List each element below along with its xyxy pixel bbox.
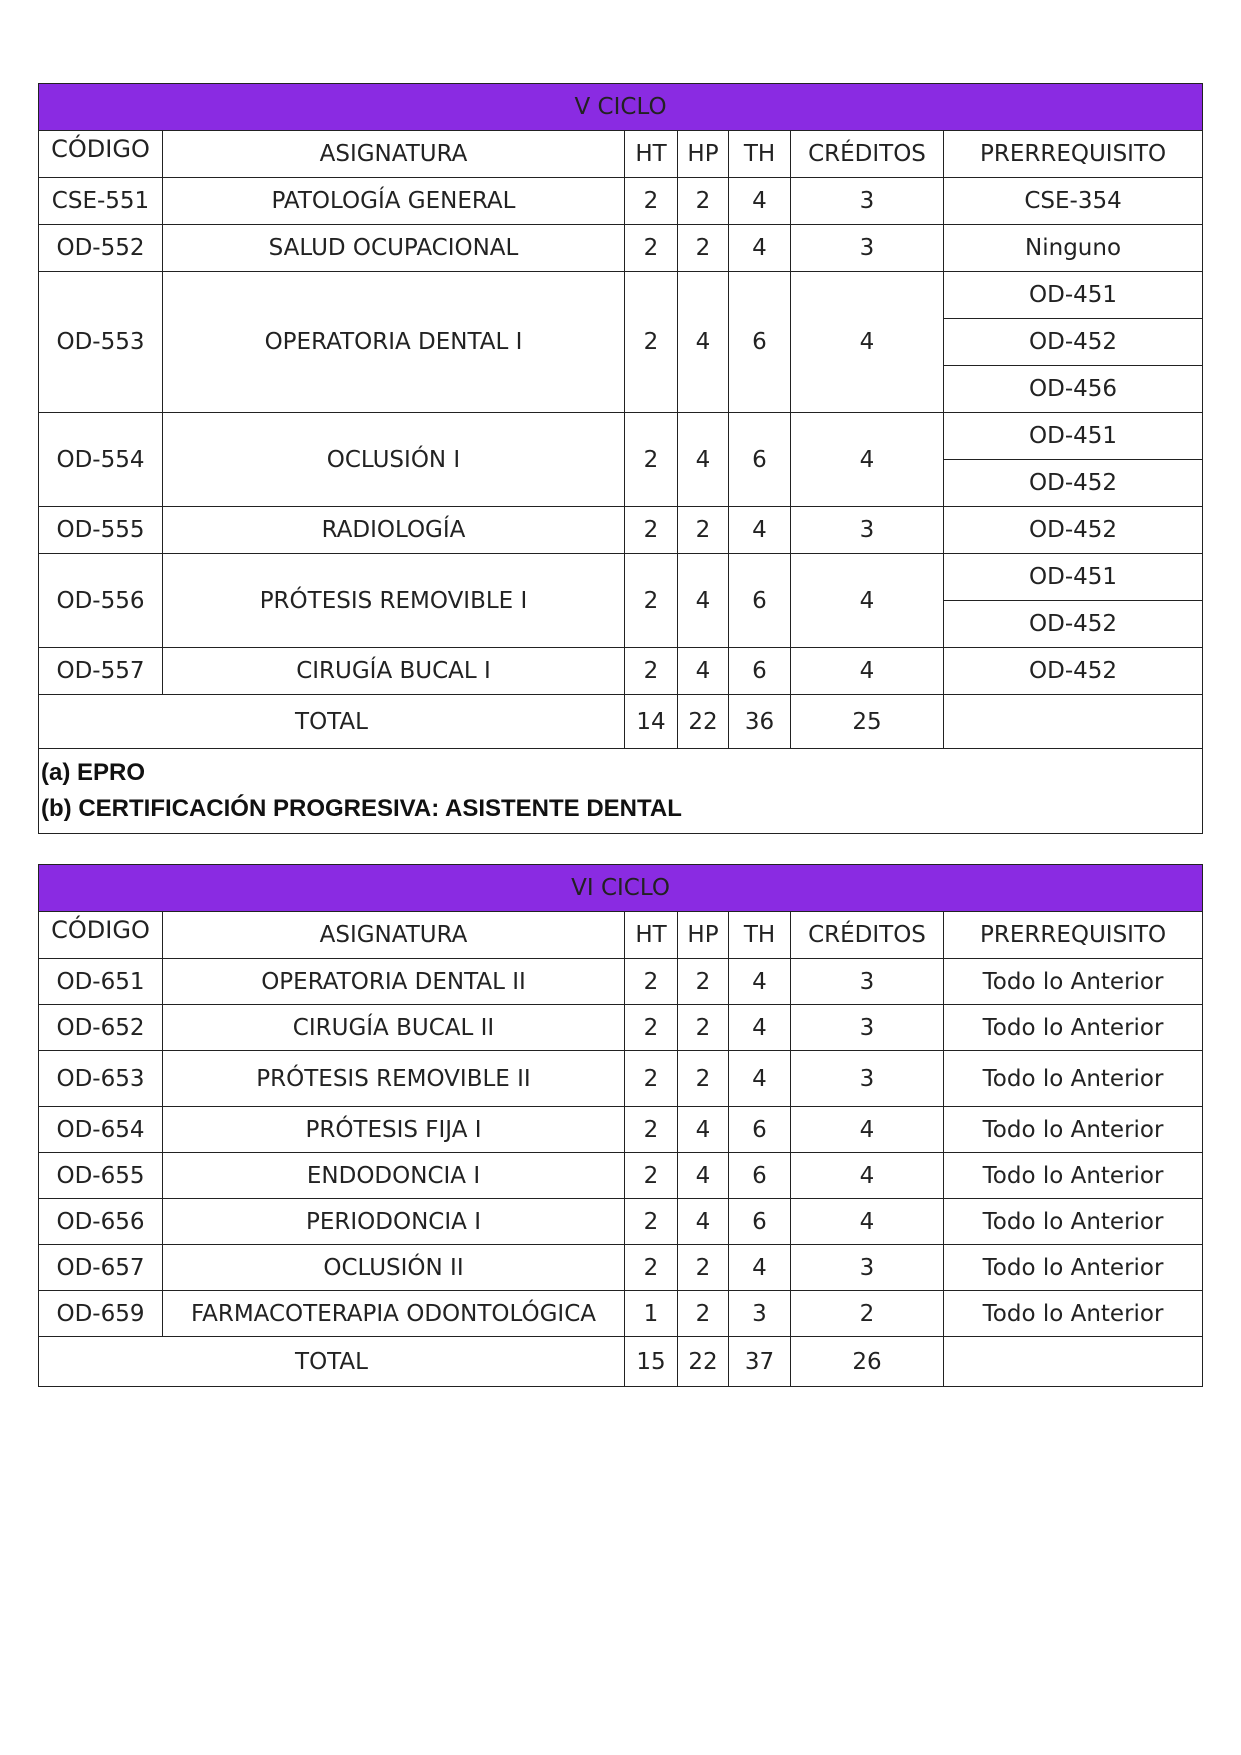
cell-asignatura: PRÓTESIS FIJA I: [163, 1107, 625, 1153]
total-row: [39, 1337, 1203, 1387]
total-th: 37: [729, 1337, 791, 1387]
page: [38, 83, 1202, 1387]
total-hp: 22: [678, 1337, 729, 1387]
cell-codigo: CSE-551: [39, 178, 163, 225]
cell-th: 4: [729, 1245, 791, 1291]
cell-codigo: OD-653: [39, 1051, 163, 1107]
cell-creditos: 3: [791, 507, 944, 554]
column-header-th: TH: [729, 912, 791, 959]
column-header-codigo: CÓDIGO: [39, 131, 163, 178]
cell-prerrequisito: OD-451: [944, 413, 1203, 460]
cell-codigo: OD-651: [39, 959, 163, 1005]
cell-hp: 4: [678, 272, 729, 413]
table-row: [39, 1051, 1203, 1107]
cell-creditos: 4: [791, 1153, 944, 1199]
cell-codigo: OD-554: [39, 413, 163, 507]
table-row: [39, 413, 1203, 460]
header-row: [39, 912, 1203, 959]
cell-hp: 4: [678, 554, 729, 648]
cell-asignatura: PATOLOGÍA GENERAL: [163, 178, 625, 225]
cell-prerrequisito: Todo lo Anterior: [944, 1245, 1203, 1291]
column-header-asignatura: ASIGNATURA: [163, 912, 625, 959]
cell-th: 6: [729, 413, 791, 507]
cell-creditos: 4: [791, 413, 944, 507]
column-header-codigo: CÓDIGO: [39, 912, 163, 959]
cell-creditos: 3: [791, 959, 944, 1005]
cell-prerrequisito: OD-452: [944, 507, 1203, 554]
cycle-vi-table: [38, 864, 1203, 1387]
cell-hp: 4: [678, 648, 729, 695]
cycle-title: V CICLO: [39, 84, 1203, 131]
column-header-hp: HP: [678, 131, 729, 178]
cell-creditos: 4: [791, 554, 944, 648]
cell-prerrequisito: OD-451: [944, 272, 1203, 319]
cell-ht: 2: [625, 959, 678, 1005]
column-header-prerrequisito: PRERREQUISITO: [944, 912, 1203, 959]
total-th: 36: [729, 695, 791, 749]
cell-codigo: OD-556: [39, 554, 163, 648]
cell-asignatura: OCLUSIÓN II: [163, 1245, 625, 1291]
cell-prerrequisito: Todo lo Anterior: [944, 1051, 1203, 1107]
cell-th: 6: [729, 272, 791, 413]
table-row: [39, 959, 1203, 1005]
cycle-title: VI CICLO: [39, 865, 1203, 912]
cell-th: 4: [729, 507, 791, 554]
cell-ht: 2: [625, 1153, 678, 1199]
cell-th: 4: [729, 1051, 791, 1107]
table-row: [39, 1245, 1203, 1291]
cell-prerrequisito: OD-452: [944, 460, 1203, 507]
title-row: [39, 865, 1203, 912]
cell-codigo: OD-656: [39, 1199, 163, 1245]
cell-ht: 1: [625, 1291, 678, 1337]
cell-ht: 2: [625, 1005, 678, 1051]
cell-codigo: OD-552: [39, 225, 163, 272]
cell-asignatura: PRÓTESIS REMOVIBLE II: [163, 1051, 625, 1107]
cell-th: 3: [729, 1291, 791, 1337]
cell-th: 6: [729, 554, 791, 648]
cell-hp: 2: [678, 178, 729, 225]
cell-ht: 2: [625, 648, 678, 695]
cell-prerrequisito: Todo lo Anterior: [944, 1199, 1203, 1245]
cell-prerrequisito: Todo lo Anterior: [944, 1107, 1203, 1153]
table-row: [39, 1199, 1203, 1245]
cell-prerrequisito: OD-451: [944, 554, 1203, 601]
cell-creditos: 4: [791, 272, 944, 413]
cell-prerrequisito: OD-452: [944, 601, 1203, 648]
cell-hp: 2: [678, 225, 729, 272]
cell-th: 6: [729, 1107, 791, 1153]
column-header-th: TH: [729, 131, 791, 178]
cell-creditos: 4: [791, 648, 944, 695]
cell-ht: 2: [625, 1051, 678, 1107]
column-header-ht: HT: [625, 912, 678, 959]
column-header-creditos: CRÉDITOS: [791, 912, 944, 959]
cell-ht: 2: [625, 554, 678, 648]
cell-ht: 2: [625, 1245, 678, 1291]
column-header-hp: HP: [678, 912, 729, 959]
cell-codigo: OD-652: [39, 1005, 163, 1051]
cell-hp: 4: [678, 1107, 729, 1153]
table-row: [39, 1153, 1203, 1199]
cell-prerrequisito: CSE-354: [944, 178, 1203, 225]
cell-hp: 2: [678, 959, 729, 1005]
total-label: TOTAL: [39, 695, 625, 749]
table-row: [39, 272, 1203, 319]
total-row: [39, 695, 1203, 749]
column-header-prerrequisito: PRERREQUISITO: [944, 131, 1203, 178]
table-row: [39, 648, 1203, 695]
cell-hp: 2: [678, 1005, 729, 1051]
cell-asignatura: OPERATORIA DENTAL I: [163, 272, 625, 413]
cell-th: 4: [729, 1005, 791, 1051]
cell-hp: 2: [678, 1245, 729, 1291]
cell-ht: 2: [625, 225, 678, 272]
cell-ht: 2: [625, 413, 678, 507]
cell-prerrequisito: Ninguno: [944, 225, 1203, 272]
cell-codigo: OD-553: [39, 272, 163, 413]
cell-hp: 2: [678, 1051, 729, 1107]
cell-th: 4: [729, 959, 791, 1005]
total-creditos: 26: [791, 1337, 944, 1387]
cell-asignatura: OCLUSIÓN I: [163, 413, 625, 507]
cell-creditos: 4: [791, 1199, 944, 1245]
cell-creditos: 3: [791, 1051, 944, 1107]
cell-prerrequisito: Todo lo Anterior: [944, 959, 1203, 1005]
table-row: [39, 554, 1203, 601]
note-line: (b) CERTIFICACIÓN PROGRESIVA: ASISTENTE DENTAL: [41, 795, 682, 822]
cell-asignatura: RADIOLOGÍA: [163, 507, 625, 554]
cell-th: 4: [729, 178, 791, 225]
cell-th: 4: [729, 225, 791, 272]
total-empty: [944, 1337, 1203, 1387]
cell-codigo: OD-655: [39, 1153, 163, 1199]
title-row: [39, 84, 1203, 131]
total-empty: [944, 695, 1203, 749]
cell-ht: 2: [625, 178, 678, 225]
cell-hp: 2: [678, 507, 729, 554]
cell-hp: 4: [678, 1153, 729, 1199]
total-creditos: 25: [791, 695, 944, 749]
table-row: [39, 507, 1203, 554]
cell-hp: 4: [678, 1199, 729, 1245]
cell-ht: 2: [625, 1107, 678, 1153]
cell-prerrequisito: OD-452: [944, 648, 1203, 695]
table-row: [39, 1107, 1203, 1153]
cell-codigo: OD-657: [39, 1245, 163, 1291]
table-row: [39, 225, 1203, 272]
cell-th: 6: [729, 648, 791, 695]
column-header-ht: HT: [625, 131, 678, 178]
total-ht: 15: [625, 1337, 678, 1387]
cell-asignatura: OPERATORIA DENTAL II: [163, 959, 625, 1005]
cell-asignatura: FARMACOTERAPIA ODONTOLÓGICA: [163, 1291, 625, 1337]
cell-prerrequisito: OD-456: [944, 366, 1203, 413]
cell-hp: 4: [678, 413, 729, 507]
cell-creditos: 4: [791, 1107, 944, 1153]
table-row: [39, 1291, 1203, 1337]
cell-asignatura: SALUD OCUPACIONAL: [163, 225, 625, 272]
cell-asignatura: CIRUGÍA BUCAL II: [163, 1005, 625, 1051]
cycle-v-table: [38, 83, 1203, 834]
cell-th: 6: [729, 1199, 791, 1245]
cell-ht: 2: [625, 507, 678, 554]
cell-ht: 2: [625, 1199, 678, 1245]
cell-creditos: 3: [791, 178, 944, 225]
cell-prerrequisito: OD-452: [944, 319, 1203, 366]
cell-hp: 2: [678, 1291, 729, 1337]
cell-prerrequisito: Todo lo Anterior: [944, 1291, 1203, 1337]
cell-th: 6: [729, 1153, 791, 1199]
cell-creditos: 3: [791, 225, 944, 272]
header-row: [39, 131, 1203, 178]
cell-asignatura: PRÓTESIS REMOVIBLE I: [163, 554, 625, 648]
cell-asignatura: PERIODONCIA I: [163, 1199, 625, 1245]
note-line: (a) EPRO: [41, 759, 146, 786]
cell-ht: 2: [625, 272, 678, 413]
column-header-asignatura: ASIGNATURA: [163, 131, 625, 178]
cell-creditos: 3: [791, 1005, 944, 1051]
total-ht: 14: [625, 695, 678, 749]
table-row: [39, 1005, 1203, 1051]
column-header-creditos: CRÉDITOS: [791, 131, 944, 178]
total-label: TOTAL: [39, 1337, 625, 1387]
cell-codigo: OD-555: [39, 507, 163, 554]
cell-prerrequisito: Todo lo Anterior: [944, 1153, 1203, 1199]
total-hp: 22: [678, 695, 729, 749]
notes: [39, 749, 1203, 834]
cell-asignatura: ENDODONCIA I: [163, 1153, 625, 1199]
cell-prerrequisito: Todo lo Anterior: [944, 1005, 1203, 1051]
notes-row: [39, 749, 1203, 834]
table-row: [39, 178, 1203, 225]
cell-codigo: OD-654: [39, 1107, 163, 1153]
cell-creditos: 3: [791, 1245, 944, 1291]
cell-asignatura: CIRUGÍA BUCAL I: [163, 648, 625, 695]
cell-creditos: 2: [791, 1291, 944, 1337]
cell-codigo: OD-557: [39, 648, 163, 695]
cell-codigo: OD-659: [39, 1291, 163, 1337]
